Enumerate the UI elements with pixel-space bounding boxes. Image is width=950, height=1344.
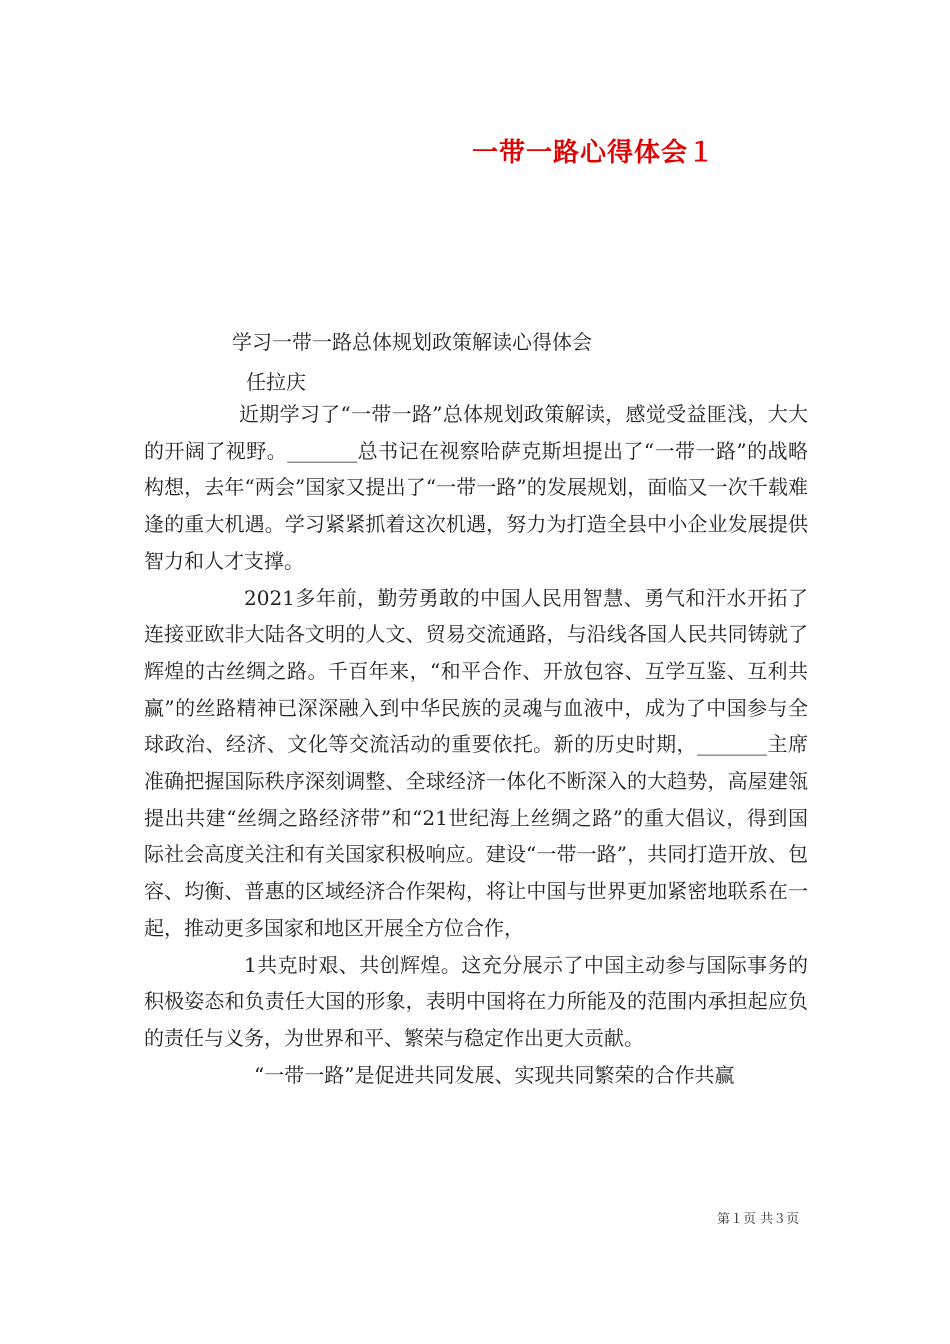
paragraph-1: 近期学习了“一带一路”总体规划政策解读，感觉受益匪浅，大大的开阔了视野。_______总书记在视察哈萨克斯坦提出了“一带一路”的战略构想，去年“两会”国家又提出了“一带一路”的发展规划，面临又一次千载难逢的重大机遇。学习紧紧抓着这次机遇，努力为打造全县中小企业发展提供智力和人才支撑。 — [144, 402, 808, 573]
paragraph-3: 1共克时艰、共创辉煌。这充分展示了中国主动参与国际事务的积极姿态和负责任大国的形象，表明中国将在力所能及的范围内承担起应负的责任与义务，为世界和平、繁荣与稳定作出更大贡献。 — [144, 952, 808, 1050]
author-name: 任拉庆 — [246, 370, 306, 394]
paragraph-2: 2021多年前，勤劳勇敢的中国人民用智慧、勇气和汗水开拓了连接亚欧非大陆各文明的人文、贸易交流通路，与沿线各国人民共同铸就了辉煌的古丝绸之路。千百年来，“和平合作、开放包容、互学互鉴、互利共赢”的丝路精神已深深融入到中华民族的灵魂与血液中，成为了中国参与全球政治、经济、文化等交流活动的重要依托。新的历史时期，_______主席准确把握国际秩序深刻调整、全球经济一体化不断深入的大趋势，高屋建瓴提出共建“丝绸之路经济带”和“21世纪海上丝绸之路”的重大倡议，得到国际社会高度关注和有关国家积极响应。建设“一带一路”，共同打造开放、包容、均衡、普惠的区域经济合作架构，将让中国与世界更加紧密地联系在一起，推动更多国家和地区开展全方位合作， — [144, 585, 808, 940]
paragraph-4: “一带一路”是促进共同发展、实现共同繁荣的合作共赢 — [254, 1062, 735, 1087]
document-body — [144, 396, 808, 1093]
page-number-footer: 第１页 共３页 — [717, 1212, 800, 1227]
document-title: 一带一路心得体会１ — [472, 138, 716, 168]
document-subtitle: 学习一带一路总体规划政策解读心得体会 — [232, 330, 592, 354]
